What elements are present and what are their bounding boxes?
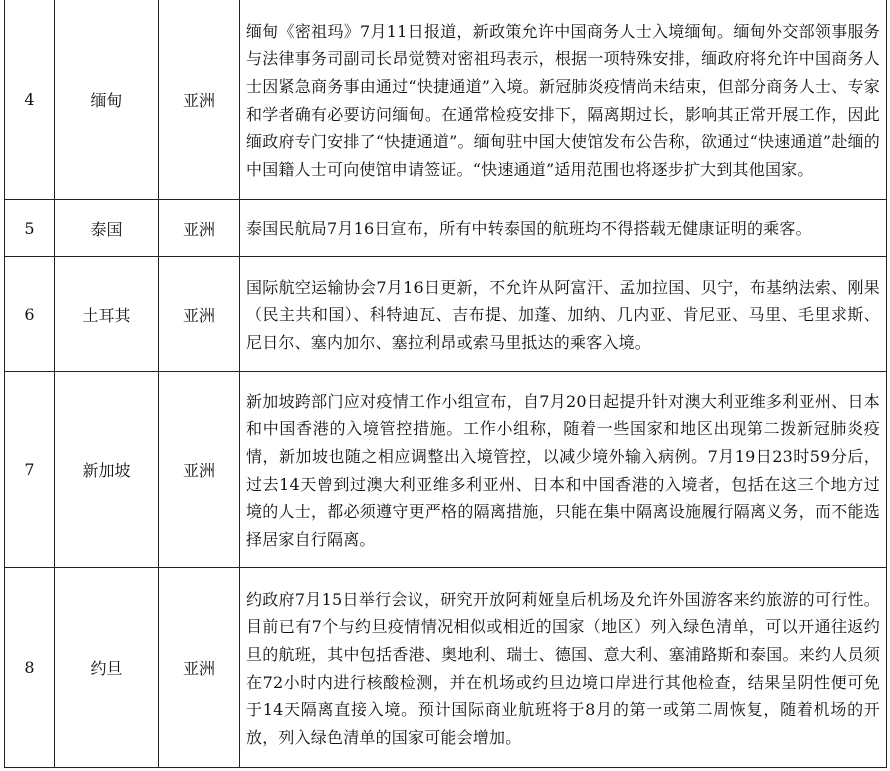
row-number: 4: [5, 0, 55, 200]
policy-table: [4, 0, 887, 768]
region-cell: 亚洲: [159, 372, 240, 568]
detail-cell: [240, 257, 887, 372]
region-cell: 亚洲: [159, 200, 240, 257]
detail-text: 缅甸《密祖玛》7月11日报道，新政策允许中国商务人士入境缅甸。缅甸外交部领事服务与法律事务司副司长昂觉赞对密祖玛表示，根据一项特殊安排，缅政府将允许中国商务人士因紧急商务事由通过“快捷通道”入境。新冠肺炎疫情尚未结束，但部分商务人士、专家和学者确有必要访问缅甸。在通常检疫安排下，隔离期过长，影响其正常开展工作，因此缅政府专门安排了“快捷通道”。缅甸驻中国大使馆发布公告称，欲通过“快速通道”赴缅的中国籍人士可向使馆申请签证。“快速通道”适用范围也将逐步扩大到其他国家。: [246, 21, 880, 179]
row-number: 7: [5, 372, 55, 568]
table-row: [5, 257, 887, 372]
detail-cell: [240, 372, 887, 568]
region-cell: 亚洲: [159, 0, 240, 200]
table-row: [5, 0, 887, 200]
row-number: 6: [5, 257, 55, 372]
detail-text: 泰国民航局7月16日宣布，所有中转泰国的航班均不得搭载无健康证明的乘客。: [246, 219, 812, 239]
country-cell: 泰国: [55, 200, 159, 257]
country-cell: 缅甸: [55, 0, 159, 200]
detail-text: 约政府7月15日举行会议，研究开放阿莉娅皇后机场及允许外国游客来约旅游的可行性。目前已有7个与约旦疫情情况相似或相近的国家（地区）列入绿色清单，可以开通往返约旦的航班，其中包括香港、奥地利、瑞士、德国、意大利、塞浦路斯和泰国。来约人员须在72小时内进行核酸检测，并在机场或约旦边境口岸进行其他检查，结果呈阴性便可免于14天隔离直接入境。预计国际商业航班将于8月的第一或第二周恢复，随着机场的开放，列入绿色清单的国家可能会增加。: [246, 589, 880, 747]
row-number: 5: [5, 200, 55, 257]
table-row: [5, 568, 887, 768]
detail-cell: [240, 568, 887, 768]
table-row: [5, 372, 887, 568]
region-cell: 亚洲: [159, 257, 240, 372]
country-cell: 约旦: [55, 568, 159, 768]
detail-text: 国际航空运输协会7月16日更新，不允许从阿富汗、孟加拉国、贝宁，布基纳法索、刚果（民主共和国）、科特迪瓦、吉布提、加蓬、加纳、几内亚、肯尼亚、马里、毛里求斯、尼日尔、塞内加尔、塞拉利昂或索马里抵达的乘客入境。: [246, 277, 880, 352]
detail-text: 新加坡跨部门应对疫情工作小组宣布，自7月20日起提升针对澳大利亚维多利亚州、日本和中国香港的入境管控措施。工作小组称，随着一些国家和地区出现第二拨新冠肺炎疫情，新加坡也随之相应调整出入境管控，以减少境外输入病例。7月19日23时59分后，过去14天曾到过澳大利亚维多利亚州、日本和中国香港的入境者，包括在这三个地方过境的人士，都必须遵守更严格的隔离措施，只能在集中隔离设施履行隔离义务，而不能选择居家自行隔离。: [246, 391, 880, 549]
detail-cell: [240, 200, 887, 257]
row-number: 8: [5, 568, 55, 768]
detail-cell: [240, 0, 887, 200]
country-cell: 土耳其: [55, 257, 159, 372]
table-row: [5, 200, 887, 257]
region-cell: 亚洲: [159, 568, 240, 768]
country-cell: 新加坡: [55, 372, 159, 568]
